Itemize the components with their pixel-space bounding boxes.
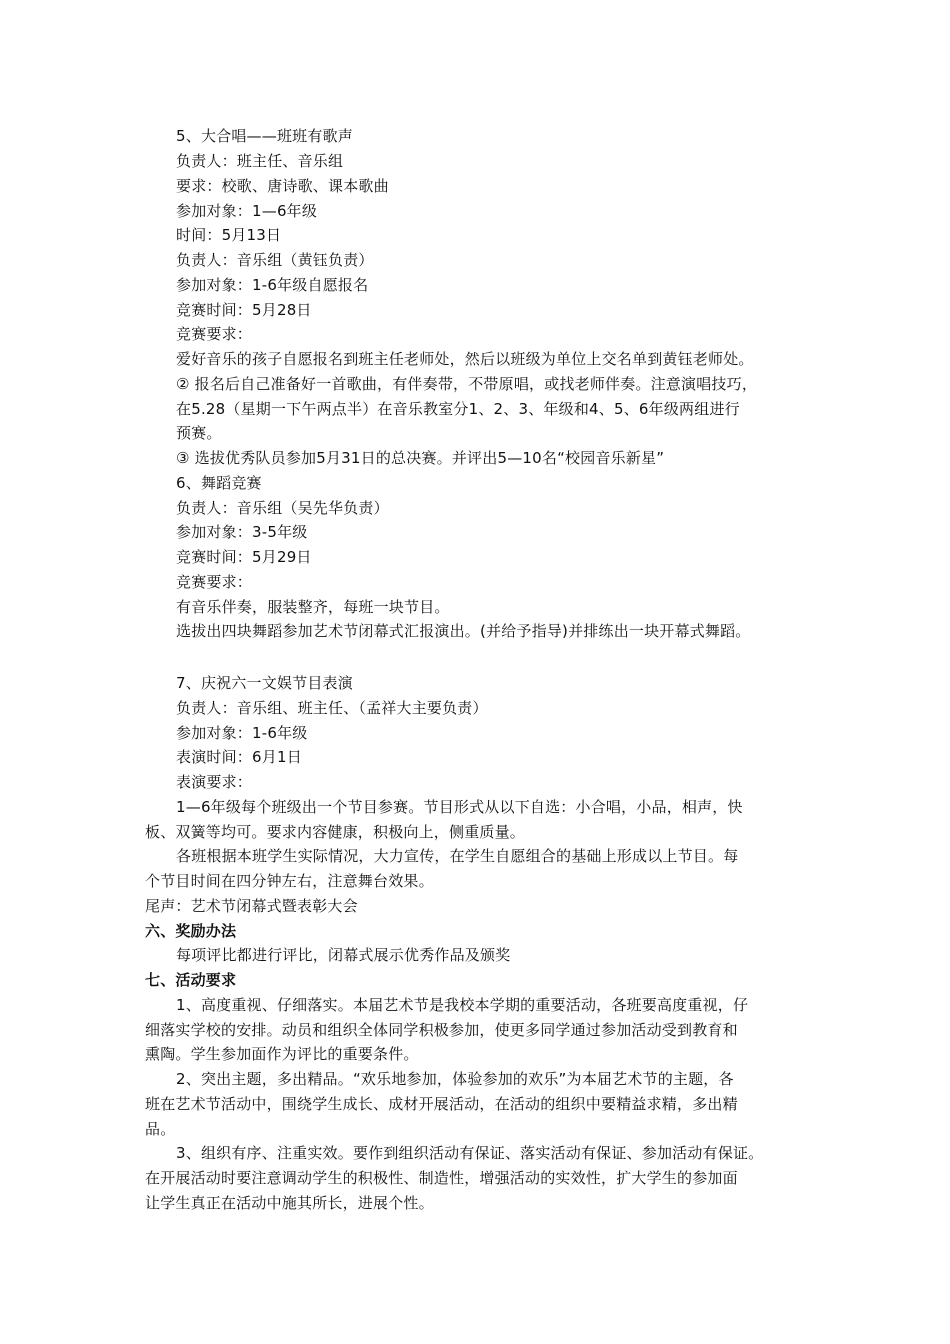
text-line: 选拔出四块舞蹈参加艺术节闭幕式汇报演出。(并给予指导)并排练出一块开幕式舞蹈。	[176, 622, 751, 640]
section-5-heading: 5、大合唱——班班有歌声	[176, 127, 353, 145]
text-line: 参加对象：1—6年级	[176, 202, 318, 220]
text-line: 品。	[145, 1120, 176, 1138]
text-line: 竞赛要求：	[176, 573, 253, 591]
text-line: 参加对象：1-6年级自愿报名	[176, 276, 369, 294]
text-line: 竞赛时间：5月29日	[176, 548, 312, 566]
text-line: 竞赛要求：	[176, 325, 253, 343]
text-line: 尾声：艺术节闭幕式暨表彰大会	[145, 897, 358, 915]
text-line: 爱好音乐的孩子自愿报名到班主任老师处，然后以班级为单位上交名单到黄钰老师处。	[176, 350, 754, 368]
text-line: 参加对象：1-6年级	[176, 724, 308, 742]
text-line: 负责人：音乐组（黄钰负责）	[176, 251, 374, 269]
text-line: 板、双簧等均可。要求内容健康，积极向上，侧重质量。	[145, 823, 526, 841]
text-line: 在开展活动时要注意调动学生的积极性、制造性，增强活动的实效性，扩大学生的参加面	[145, 1169, 738, 1187]
text-line: 各班根据本班学生实际情况，大力宣传，在学生自愿组合的基础上形成以上节目。每	[176, 847, 739, 865]
text-line: 负责人：音乐组、班主任、（孟祥大主要负责）	[176, 699, 488, 717]
text-line: 要求：校歌、唐诗歌、课本歌曲	[176, 177, 389, 195]
text-line: 在5.28（星期一下午两点半）在音乐教室分1、2、3、年级和4、5、6年级两组进行	[176, 400, 740, 418]
text-line: 班在艺术节活动中，围绕学生成长、成材开展活动，在活动的组织中要精益求精，多出精	[145, 1095, 738, 1113]
text-line: 有音乐伴奏，服装整齐，每班一块节目。	[176, 598, 450, 616]
text-line: 表演要求：	[176, 773, 253, 791]
text-line: 参加对象：3-5年级	[176, 523, 308, 541]
text-line: 负责人：音乐组（吴先华负责）	[176, 499, 389, 517]
text-line: 3、组织有序、注重实效。要作到组织活动有保证、落实活动有保证、参加活动有保证。	[176, 1144, 764, 1162]
section-heading-requirements: 七、活动要求	[145, 971, 237, 989]
text-line: 1—6年级每个班级出一个节目参赛。节目形式从以下自选：小合唱，小品，相声，快	[176, 798, 743, 816]
text-line: 个节目时间在四分钟左右，注意舞台效果。	[145, 872, 434, 890]
text-line: 竞赛时间：5月28日	[176, 301, 312, 319]
text-line: 熏陶。学生参加面作为评比的重要条件。	[145, 1045, 419, 1063]
text-line: 让学生真正在活动中施其所长，进展个性。	[145, 1194, 434, 1212]
text-line: 每项评比都进行评比，闭幕式展示优秀作品及颁奖	[176, 946, 511, 964]
text-line: 2、突出主题，多出精品。“欢乐地参加，体验参加的欢乐”为本届艺术节的主题，各	[176, 1070, 734, 1088]
text-line: 时间：5月13日	[176, 226, 282, 244]
text-line: ② 报名后自己准备好一首歌曲，有伴奏带，不带原唱，或找老师伴奏。注意演唱技巧，	[176, 375, 758, 393]
text-line: 表演时间：6月1日	[176, 748, 302, 766]
text-line: 预赛。	[176, 424, 222, 442]
text-line: ③ 选拔优秀队员参加5月31日的总决赛。并评出5—10名“校园音乐新星”	[176, 449, 665, 467]
text-line: 负责人：班主任、音乐组	[176, 152, 344, 170]
section-7-heading: 7、庆祝六一文娱节目表演	[176, 674, 353, 692]
section-6-heading: 6、舞蹈竞赛	[176, 474, 262, 492]
section-heading-rewards: 六、奖励办法	[145, 922, 237, 940]
text-line: 细落实学校的安排。动员和组织全体同学积极参加，使更多同学通过参加活动受到教育和	[145, 1021, 738, 1039]
text-line: 1、高度重视、仔细落实。本届艺术节是我校本学期的重要活动，各班要高度重视，仔	[176, 996, 749, 1014]
